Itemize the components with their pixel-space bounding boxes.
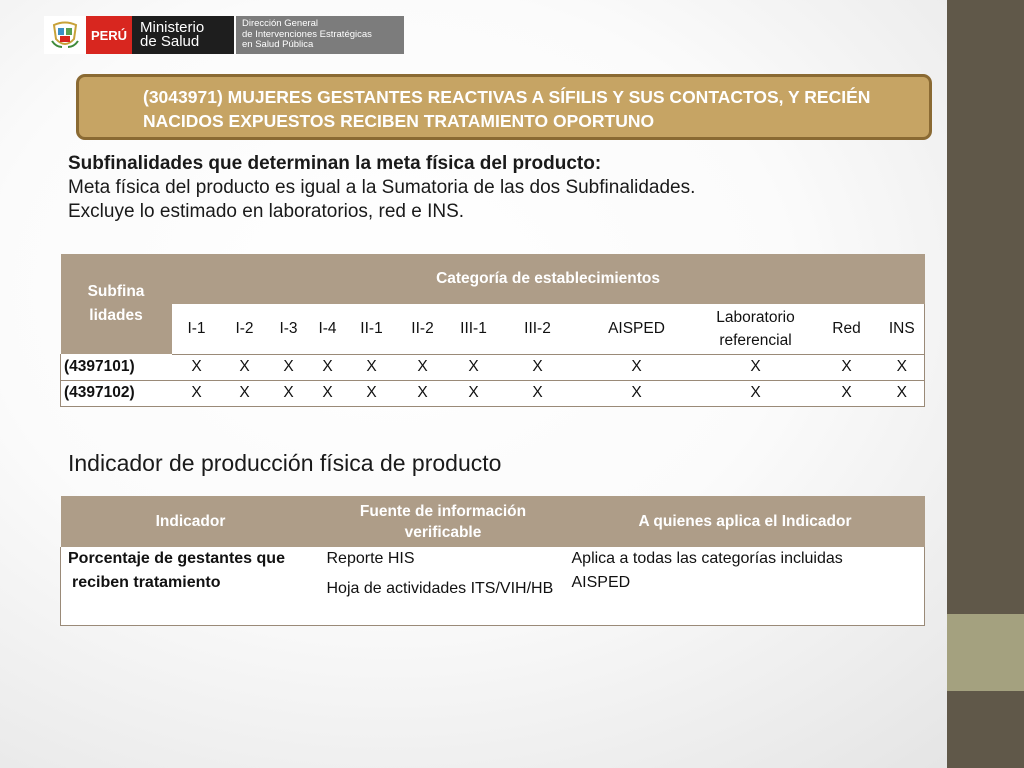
coat-of-arms-icon xyxy=(44,16,86,54)
table-cell: X xyxy=(310,380,346,406)
category-header: Categoría de establecimientos xyxy=(172,254,925,304)
source-text: Hoja de actividades ITS/VIH/HB xyxy=(326,580,554,597)
intro-line: Excluye lo estimado en laboratorios, red e INS. xyxy=(68,201,465,222)
indicator-cell xyxy=(61,547,321,626)
ministry-name-line: Ministerio xyxy=(140,19,205,36)
source-cell xyxy=(321,547,566,626)
table-cell: X xyxy=(814,380,880,406)
indicator-text: Porcentaje de gestantes que xyxy=(68,550,285,567)
column-header: III-2 xyxy=(500,304,576,354)
intro-line: Meta física del producto es igual a la Sumatoria de las dos Subfinalidades. xyxy=(68,177,696,198)
table-cell: X xyxy=(576,354,698,380)
table-row xyxy=(61,354,925,380)
table-cell: X xyxy=(448,380,500,406)
table-cell: X xyxy=(398,354,448,380)
applies-text: Aplica a todas las categorías incluidas xyxy=(571,550,843,567)
table-cell: X xyxy=(398,380,448,406)
direction-name-line: en Salud Pública xyxy=(242,39,314,51)
column-header: INS xyxy=(880,304,925,354)
table-cell: X xyxy=(222,380,268,406)
ministry-name xyxy=(132,16,234,54)
column-header: I-2 xyxy=(222,304,268,354)
ministry-logo xyxy=(44,16,404,54)
column-header: AISPED xyxy=(576,304,698,354)
direction-name xyxy=(236,16,404,54)
direction-name-line: Dirección General xyxy=(242,18,319,30)
table-cell: X xyxy=(698,354,814,380)
table-cell: X xyxy=(500,380,576,406)
table-cell: X xyxy=(268,354,310,380)
intro-text xyxy=(68,152,928,224)
table-cell: X xyxy=(172,354,222,380)
side-accent-decoration xyxy=(947,614,1024,691)
table-row xyxy=(61,380,925,406)
table-cell: X xyxy=(268,380,310,406)
banner-title-line: NACIDOS EXPUESTOS RECIBEN TRATAMIENTO OPORTUNO xyxy=(143,111,655,131)
source-text: Reporte HIS xyxy=(326,550,415,567)
table-cell: X xyxy=(500,354,576,380)
table-cell: X xyxy=(698,380,814,406)
indicator-text: reciben tratamiento xyxy=(72,574,221,591)
corner-header-line: Subfina xyxy=(87,283,145,300)
intro-heading: Subfinalidades que determinan la meta física del producto: xyxy=(68,153,602,174)
row-code: (4397101) xyxy=(61,354,172,380)
table-cell: X xyxy=(222,354,268,380)
direction-name-line: de Intervenciones Estratégicas xyxy=(242,28,372,40)
column-header: I-4 xyxy=(310,304,346,354)
column-header: I-1 xyxy=(172,304,222,354)
table-cell: X xyxy=(346,380,398,406)
table-row xyxy=(61,547,925,626)
row-code: (4397102) xyxy=(61,380,172,406)
corner-header xyxy=(61,254,172,354)
table-cell: X xyxy=(880,354,925,380)
peru-label: PERÚ xyxy=(86,16,132,54)
section-title: Indicador de producción física de producto xyxy=(68,450,502,476)
column-header: I-3 xyxy=(268,304,310,354)
applies-text: AISPED xyxy=(571,574,631,591)
table-cell: X xyxy=(576,380,698,406)
title-banner xyxy=(76,74,932,140)
column-header: Red xyxy=(814,304,880,354)
table-cell: X xyxy=(310,354,346,380)
indicator-table xyxy=(60,496,925,626)
table-cell: X xyxy=(346,354,398,380)
ministry-name-line: de Salud xyxy=(140,33,200,50)
column-header: II-1 xyxy=(346,304,398,354)
column-header: II-2 xyxy=(398,304,448,354)
table-cell: X xyxy=(814,354,880,380)
indicator-header: Indicador xyxy=(61,496,321,547)
corner-header-line: lidades xyxy=(89,307,143,324)
banner-title xyxy=(143,85,923,133)
table-cell: X xyxy=(172,380,222,406)
applies-header: A quienes aplica el Indicador xyxy=(566,496,925,547)
table-cell: X xyxy=(448,354,500,380)
applies-cell xyxy=(566,547,925,626)
table-cell: X xyxy=(880,380,925,406)
column-header: III-1 xyxy=(448,304,500,354)
source-header: Fuente de información verificable xyxy=(321,496,566,547)
column-header: Laboratorio referencial xyxy=(698,304,814,354)
subfinalities-table xyxy=(60,254,925,407)
banner-title-line: (3043971) MUJERES GESTANTES REACTIVAS A SÍFILIS Y SUS CONTACTOS, Y RECIÉN xyxy=(143,87,871,107)
